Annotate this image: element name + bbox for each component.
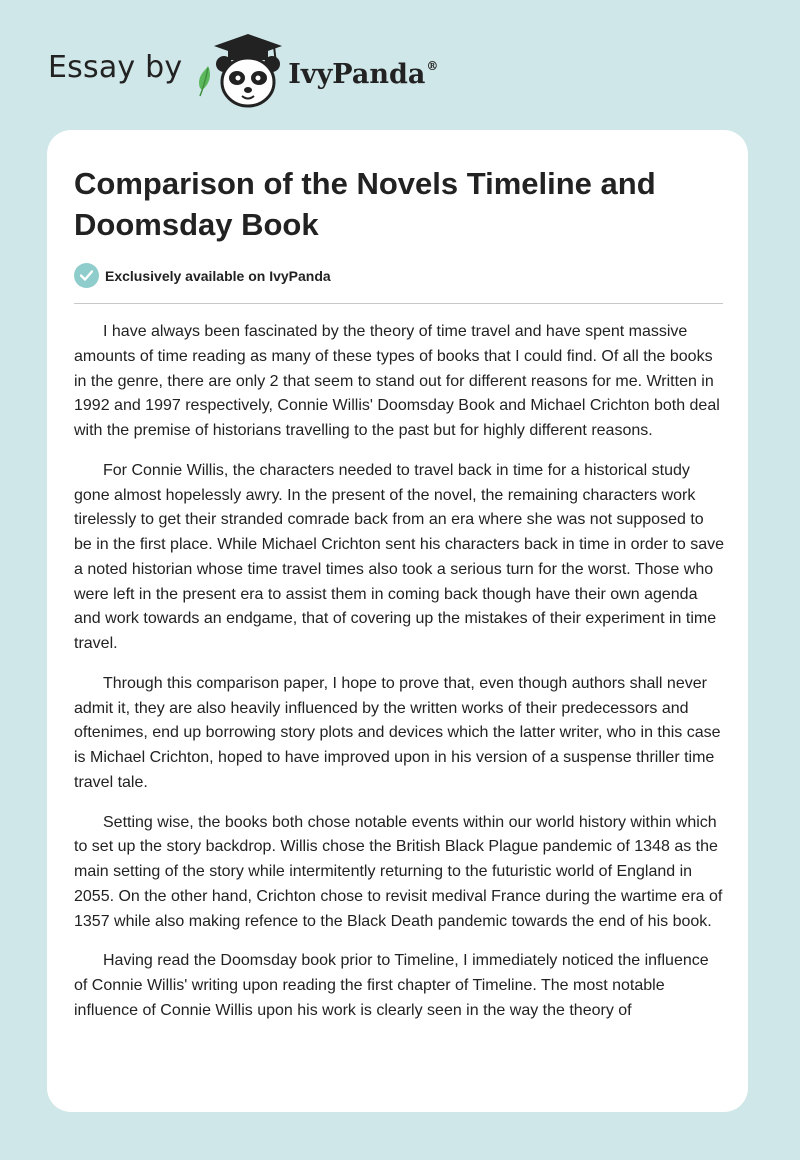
paragraph: Through this comparison paper, I hope to prove that, even though authors shall never admit it, they are also heavily influenced by the written works of their predecessors and oftenimes, end up borrowing story plots and devices which the latter writer, who in this case is Michael Crichton, hoped to have improved upon in his version of a suspense thriller time travel tale. bbox=[74, 674, 721, 791]
brand-name: IvyPanda® bbox=[288, 58, 439, 90]
essay-title: Comparison of the Novels Timeline and Doomsday Book bbox=[74, 166, 656, 242]
paragraph: For Connie Willis, the characters needed to travel back in time for a historical study gone almost hopelessly awry. In the present of the novel, the remaining characters work tirelessly to get their stranded comrade back from an era where she was not supposed to be in the first place. While Michael Crichton sent his characters back in time in order to save a noted historian whose time travel times also took a serious turn for the worst. Those who were left in the present era to assist them in coming back though have their own agenda and work towards an endgame, that of covering up the mistakes of their experiment in time travel. bbox=[74, 461, 725, 652]
paragraph: Having read the Doomsday book prior to Timeline, I immediately noticed the influence of Connie Willis' writing upon reading the first chapter of Timeline. The most notable influence of Connie Willis upon his work is clearly seen in the way the theory of bbox=[74, 952, 709, 1019]
panda-graduate-logo-icon bbox=[194, 30, 286, 110]
paragraph: I have always been fascinated by the theory of time travel and have spent massive amounts of time reading as many of these types of books that I could find. Of all the books in the genre, there are only 2 that seem to stand out for different reasons for me. Written in 1992 and 1997 respectively, Connie Willis' Doomsday Book and Michael Crichton both deal with the premise of historians travelling to the past but for highly different reasons. bbox=[74, 323, 720, 439]
exclusive-label: Exclusively available on IvyPanda bbox=[105, 267, 331, 284]
paragraph: Setting wise, the books both chose notable events within our world history within which to set up the story backdrop. Willis chose the British Black Plague pandemic of 1348 as the main setting of the story while intermitently returning to the futuristic world of England in 2055. On the other hand, Crichton chose to revisit medival France during the wartime era of 1357 while also making refence to the Black Death pandemic towards the end of his book. bbox=[74, 813, 723, 930]
essay-body bbox=[74, 320, 725, 1039]
registered-mark: ® bbox=[426, 58, 439, 73]
check-icon bbox=[74, 263, 99, 288]
exclusive-badge bbox=[74, 263, 331, 288]
essay-by-label: Essay by bbox=[48, 49, 183, 85]
brand-header[interactable] bbox=[48, 30, 438, 110]
divider bbox=[74, 303, 723, 304]
essay-card bbox=[47, 130, 748, 1112]
